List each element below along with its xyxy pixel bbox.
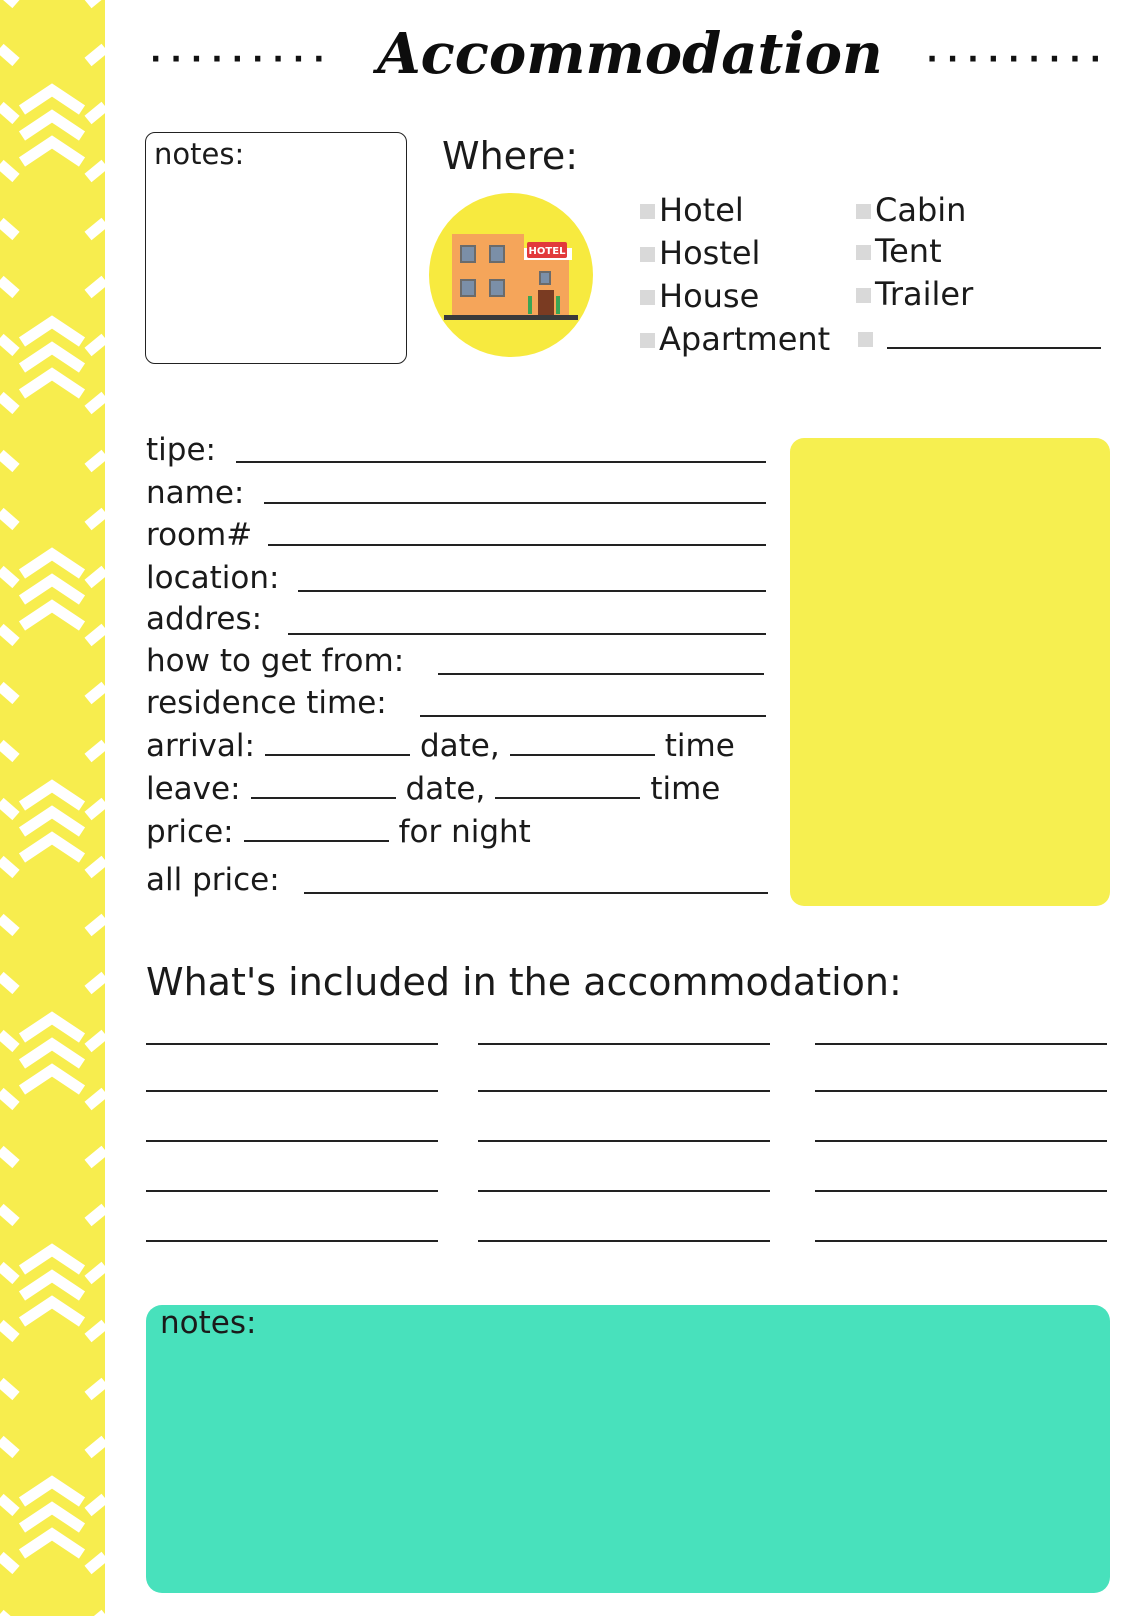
field-arrival-row — [146, 726, 735, 766]
leave-time-word: time — [650, 771, 721, 807]
field-leave-row — [146, 769, 720, 809]
included-item-line[interactable] — [478, 1090, 770, 1092]
field-room-line[interactable] — [268, 544, 766, 546]
hotel-sign-text: HOTEL — [528, 246, 566, 257]
included-item-line[interactable] — [478, 1140, 770, 1142]
option-cabin[interactable] — [856, 190, 966, 230]
field-location-label: location: — [146, 560, 280, 596]
included-item-line[interactable] — [146, 1190, 438, 1192]
arrival-time-word: time — [664, 728, 735, 764]
notes-bottom-label: notes: — [160, 1305, 257, 1341]
field-residence-time-line[interactable] — [420, 715, 766, 717]
notes-box-top[interactable] — [145, 132, 407, 364]
included-item-line[interactable] — [815, 1190, 1107, 1192]
where-label: Where: — [442, 134, 579, 178]
included-item-line[interactable] — [815, 1043, 1107, 1045]
option-apartment[interactable] — [640, 319, 830, 359]
field-name-line[interactable] — [264, 502, 766, 504]
included-item-line[interactable] — [478, 1043, 770, 1045]
option-label: Apartment — [659, 320, 831, 358]
checkbox[interactable] — [858, 332, 873, 347]
checkbox[interactable] — [856, 288, 871, 303]
arrival-label: arrival: — [146, 728, 255, 764]
included-item-line[interactable] — [146, 1140, 438, 1142]
checkbox[interactable] — [640, 333, 655, 348]
option-trailer[interactable] — [856, 274, 973, 314]
notes-box-bottom[interactable] — [146, 1305, 1110, 1593]
checkbox[interactable] — [856, 204, 871, 219]
price-blank[interactable] — [244, 818, 389, 842]
arrival-date-word: date, — [419, 728, 500, 764]
leave-label: leave: — [146, 771, 241, 807]
included-item-line[interactable] — [146, 1240, 438, 1242]
included-item-line[interactable] — [815, 1140, 1107, 1142]
field-addres-label: addres: — [146, 601, 263, 637]
field-how-to-get-label: how to get from: — [146, 643, 405, 679]
field-name-label: name: — [146, 475, 245, 511]
option-hotel[interactable] — [640, 190, 744, 230]
included-item-line[interactable] — [146, 1043, 438, 1045]
option-other-blank[interactable] — [887, 327, 1101, 349]
option-label: Trailer — [875, 275, 974, 313]
for-night-label: for night — [398, 814, 531, 850]
option-other[interactable] — [858, 318, 1101, 358]
field-location-line[interactable] — [298, 590, 766, 592]
option-hostel[interactable] — [640, 233, 760, 273]
included-item-line[interactable] — [146, 1090, 438, 1092]
leave-date-word: date, — [405, 771, 486, 807]
field-room-label: room# — [146, 517, 253, 553]
field-price-row — [146, 812, 531, 852]
chevron-pattern — [0, 0, 105, 1616]
field-tipe-line[interactable] — [236, 461, 766, 463]
price-label: price: — [146, 814, 234, 850]
included-item-line[interactable] — [815, 1090, 1107, 1092]
checkbox[interactable] — [856, 245, 871, 260]
arrival-time-blank[interactable] — [510, 732, 655, 756]
title-dots-right: ········· — [926, 42, 1110, 77]
field-all-price-line[interactable] — [304, 892, 768, 894]
checkbox[interactable] — [640, 204, 655, 219]
title-dots-left: ········· — [150, 42, 334, 77]
option-label: Tent — [875, 232, 942, 270]
leave-date-blank[interactable] — [251, 775, 396, 799]
included-item-line[interactable] — [478, 1240, 770, 1242]
included-item-line[interactable] — [478, 1190, 770, 1192]
option-label: Hotel — [659, 191, 744, 229]
checkbox[interactable] — [640, 290, 655, 305]
title-row — [150, 22, 1110, 92]
field-residence-time-label: residence time: — [146, 685, 387, 721]
hotel-icon — [428, 192, 594, 358]
included-heading: What's included in the accommodation: — [146, 960, 902, 1004]
notes-top-label: notes: — [154, 137, 245, 171]
decorative-side-band — [0, 0, 105, 1616]
checkbox[interactable] — [640, 247, 655, 262]
field-all-price-label: all price: — [146, 862, 280, 898]
option-tent[interactable] — [856, 231, 942, 271]
leave-time-blank[interactable] — [495, 775, 640, 799]
field-tipe-label: tipe: — [146, 432, 216, 468]
field-addres-line[interactable] — [288, 633, 766, 635]
option-house[interactable] — [640, 276, 759, 316]
arrival-date-blank[interactable] — [265, 732, 410, 756]
photo-placeholder-box[interactable] — [790, 438, 1110, 906]
page-title: Accommodation — [377, 21, 883, 87]
option-label: Cabin — [875, 191, 967, 229]
option-label: House — [659, 277, 760, 315]
included-item-line[interactable] — [815, 1240, 1107, 1242]
option-label: Hostel — [659, 234, 761, 272]
field-how-to-get-line[interactable] — [438, 673, 764, 675]
